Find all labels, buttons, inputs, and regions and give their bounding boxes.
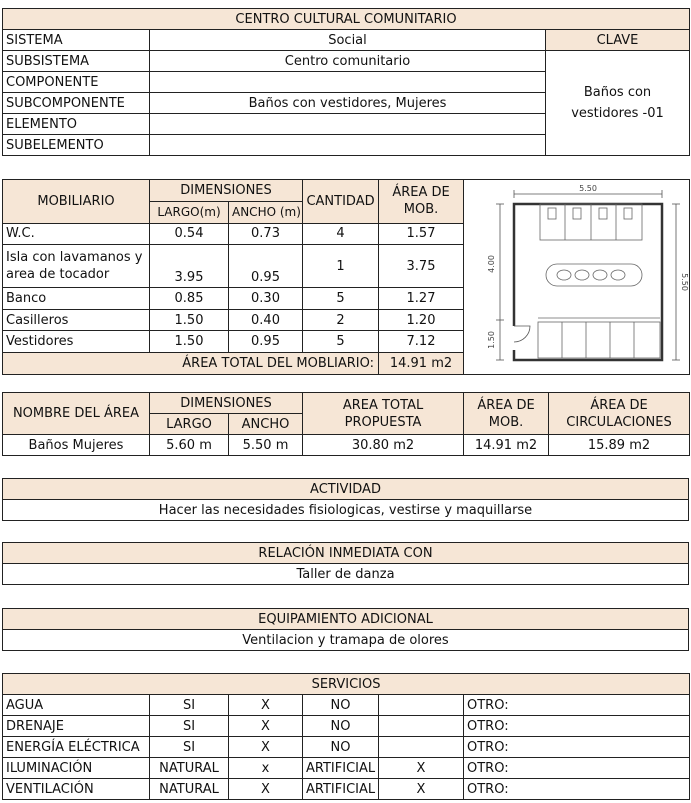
area-mob: 14.91 m2 bbox=[464, 435, 549, 456]
serv-label-iluminacion: ILUMINACIÓN bbox=[3, 758, 150, 779]
serv-mark-a: X bbox=[229, 779, 303, 800]
mob-ancho: 0.40 bbox=[229, 309, 303, 331]
area-col-dimensiones: DIMENSIONES bbox=[150, 393, 303, 414]
serv-mark-b bbox=[379, 737, 464, 758]
mob-largo: 0.85 bbox=[150, 287, 229, 309]
vestidores bbox=[538, 318, 660, 358]
serv-opt-a: SI bbox=[150, 716, 229, 737]
equipamiento-title: EQUIPAMIENTO ADICIONAL bbox=[3, 609, 689, 630]
mob-cantidad: 5 bbox=[303, 287, 379, 309]
serv-label-energia: ENERGÍA ELÉCTRICA bbox=[3, 737, 150, 758]
serv-mark-a: X bbox=[229, 737, 303, 758]
relacion-value: Taller de danza bbox=[3, 564, 689, 585]
serv-opt-b: ARTIFICIAL bbox=[303, 779, 379, 800]
mobiliario-table bbox=[2, 179, 690, 375]
serv-mark-b: X bbox=[379, 779, 464, 800]
mob-largo: 0.54 bbox=[150, 223, 229, 245]
serv-otro: OTRO: bbox=[464, 737, 690, 758]
mob-area: 1.57 bbox=[379, 223, 464, 245]
col-ancho: ANCHO (m) bbox=[229, 201, 303, 223]
mob-name-banco: Banco bbox=[3, 287, 150, 309]
mob-cantidad: 5 bbox=[303, 331, 379, 353]
col-cantidad: CANTIDAD bbox=[303, 180, 379, 224]
equipamiento-table bbox=[2, 608, 689, 651]
door-icon bbox=[514, 326, 530, 342]
actividad-title: ACTIVIDAD bbox=[3, 479, 689, 500]
floor-plan-drawing bbox=[464, 180, 688, 368]
actividad-value: Hacer las necesidades fisiologicas, vestirse y maquillarse bbox=[3, 500, 689, 521]
serv-opt-b: NO bbox=[303, 737, 379, 758]
wc-stalls bbox=[540, 204, 642, 240]
mob-total-value: 14.91 m2 bbox=[379, 353, 464, 375]
header-title: CENTRO CULTURAL COMUNITARIO bbox=[3, 9, 690, 30]
dim-top: 5.50 bbox=[579, 184, 597, 193]
mob-name-wc: W.C. bbox=[3, 223, 150, 245]
equipamiento-value: Ventilacion y tramapa de olores bbox=[3, 630, 689, 651]
col-area-mob: ÁREA DE MOB. bbox=[379, 180, 464, 224]
header-value-elemento bbox=[150, 114, 546, 135]
header-value-subsistema: Centro comunitario bbox=[150, 51, 546, 72]
mob-area: 1.27 bbox=[379, 287, 464, 309]
mob-largo: 1.50 bbox=[150, 331, 229, 353]
serv-mark-b: X bbox=[379, 758, 464, 779]
area-col-largo: LARGO bbox=[150, 414, 229, 435]
relacion-table bbox=[2, 542, 689, 585]
mob-name-isla: Isla con lavamanos y area de tocador bbox=[3, 245, 150, 288]
col-largo: LARGO(m) bbox=[150, 201, 229, 223]
area-ancho: 5.50 m bbox=[229, 435, 303, 456]
mob-ancho: 0.95 bbox=[229, 331, 303, 353]
header-label-subelemento: SUBELEMENTO bbox=[3, 135, 150, 156]
header-label-elemento: ELEMENTO bbox=[3, 114, 150, 135]
area-total: 30.80 m2 bbox=[303, 435, 464, 456]
serv-opt-a: NATURAL bbox=[150, 758, 229, 779]
header-table bbox=[2, 8, 690, 156]
header-value-subcomponente: Baños con vestidores, Mujeres bbox=[150, 93, 546, 114]
area-col-nombre: NOMBRE DEL ÁREA bbox=[3, 393, 150, 435]
serv-mark-b bbox=[379, 695, 464, 716]
actividad-table bbox=[2, 478, 689, 521]
header-value-componente bbox=[150, 72, 546, 93]
serv-otro: OTRO: bbox=[464, 758, 690, 779]
serv-mark-a: X bbox=[229, 695, 303, 716]
mob-ancho: 0.30 bbox=[229, 287, 303, 309]
serv-mark-b bbox=[379, 716, 464, 737]
serv-opt-b: ARTIFICIAL bbox=[303, 758, 379, 779]
serv-opt-a: NATURAL bbox=[150, 779, 229, 800]
mob-area: 3.75 bbox=[379, 245, 464, 288]
serv-opt-b: NO bbox=[303, 695, 379, 716]
clave-value: Baños con vestidores -01 bbox=[546, 51, 690, 156]
dim-left-lower: 1.50 bbox=[487, 331, 497, 349]
mob-total-label: ÁREA TOTAL DEL MOBLIARIO: bbox=[3, 353, 379, 375]
serv-otro: OTRO: bbox=[464, 779, 690, 800]
serv-label-drenaje: DRENAJE bbox=[3, 716, 150, 737]
mob-cantidad: 4 bbox=[303, 223, 379, 245]
mob-cantidad: 2 bbox=[303, 309, 379, 331]
serv-mark-a: x bbox=[229, 758, 303, 779]
servicios-table bbox=[2, 673, 690, 800]
dim-left-upper: 4.00 bbox=[487, 255, 497, 273]
area-col-circ: ÁREA DE CIRCULACIONES bbox=[549, 393, 690, 435]
header-value-subelemento bbox=[150, 135, 546, 156]
mob-name-vestidores: Vestidores bbox=[3, 331, 150, 353]
area-nombre: Baños Mujeres bbox=[3, 435, 150, 456]
col-dimensiones: DIMENSIONES bbox=[150, 180, 303, 202]
area-col-ancho: ANCHO bbox=[229, 414, 303, 435]
serv-label-agua: AGUA bbox=[3, 695, 150, 716]
serv-opt-b: NO bbox=[303, 716, 379, 737]
serv-opt-a: SI bbox=[150, 737, 229, 758]
header-label-subsistema: SUBSISTEMA bbox=[3, 51, 150, 72]
mob-ancho: 0.95 bbox=[229, 245, 303, 288]
mob-area: 1.20 bbox=[379, 309, 464, 331]
area-table bbox=[2, 392, 690, 456]
mob-largo: 3.95 bbox=[150, 245, 229, 288]
mob-largo: 1.50 bbox=[150, 309, 229, 331]
mob-area: 7.12 bbox=[379, 331, 464, 353]
mob-ancho: 0.73 bbox=[229, 223, 303, 245]
header-label-subcomponente: SUBCOMPONENTE bbox=[3, 93, 150, 114]
mob-cantidad: 1 bbox=[303, 245, 379, 288]
area-col-total: AREA TOTAL PROPUESTA bbox=[303, 393, 464, 435]
floor-plan bbox=[464, 180, 690, 375]
col-mobiliario: MOBILIARIO bbox=[3, 180, 150, 224]
header-label-componente: COMPONENTE bbox=[3, 72, 150, 93]
mob-name-casilleros: Casilleros bbox=[3, 309, 150, 331]
area-circ: 15.89 m2 bbox=[549, 435, 690, 456]
servicios-title: SERVICIOS bbox=[3, 674, 690, 695]
serv-otro: OTRO: bbox=[464, 716, 690, 737]
sink-island bbox=[546, 264, 642, 286]
area-largo: 5.60 m bbox=[150, 435, 229, 456]
header-value-sistema: Social bbox=[150, 30, 546, 51]
serv-opt-a: SI bbox=[150, 695, 229, 716]
serv-label-ventilacion: VENTILACIÓN bbox=[3, 779, 150, 800]
clave-label: CLAVE bbox=[546, 30, 690, 51]
area-col-mob: ÁREA DE MOB. bbox=[464, 393, 549, 435]
serv-otro: OTRO: bbox=[464, 695, 690, 716]
relacion-title: RELACIÓN INMEDIATA CON bbox=[3, 543, 689, 564]
header-label-sistema: SISTEMA bbox=[3, 30, 150, 51]
dim-right: 5.50 bbox=[680, 273, 690, 291]
serv-mark-a: X bbox=[229, 716, 303, 737]
